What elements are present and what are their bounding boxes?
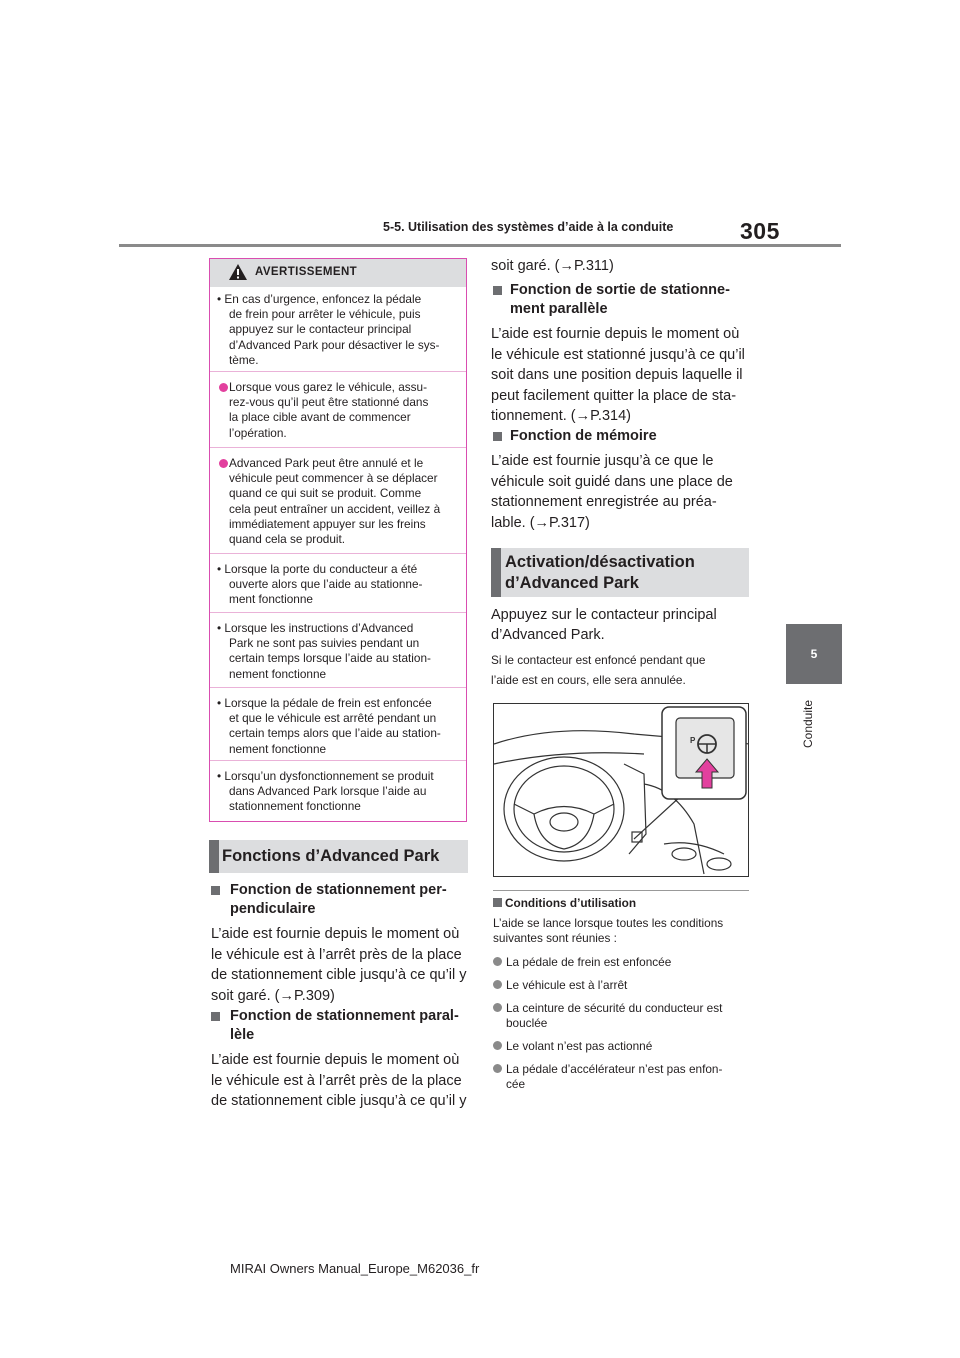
conditions-rule <box>493 890 749 891</box>
function-heading: Fonction de stationnement per- <box>230 882 447 898</box>
warning-separator <box>210 760 466 761</box>
function-heading: Fonction de stationnement paral- <box>230 1008 459 1024</box>
activation-note-1: Si le contacteur est enfoncé pendant que <box>491 653 706 667</box>
steering-wheel-switch-icon <box>494 704 749 877</box>
function-body: de stationnement cible jusqu’à ce qu’il y <box>211 967 467 983</box>
warning-item-line: immédiatement appuyer sur les freins <box>229 516 426 531</box>
function-body: le véhicule est à l’arrêt près de la place <box>211 1072 462 1089</box>
warning-item-line: • Lorsque la pédale de frein est enfoncée <box>217 696 432 710</box>
condition-bullet-icon <box>493 1003 502 1012</box>
warning-item-line: ouverte alors que l’aide au stationne- <box>229 577 423 592</box>
warning-separator <box>210 447 466 448</box>
warning-item-line: et que le véhicule est arrêté pendant un <box>229 711 437 726</box>
warning-item-line: Park ne sont pas suivies pendant un <box>229 636 420 651</box>
warning-item-line: l’opération. <box>229 425 287 440</box>
header-rule <box>119 244 841 247</box>
condition-item: La ceinture de sécurité du conducteur est <box>506 1001 723 1015</box>
function-heading: ment parallèle <box>510 301 608 317</box>
warning-item-line: • Lorsque les instructions d’Advanced <box>217 621 414 635</box>
function-body: le véhicule est stationné jusqu’à ce qu’il <box>491 346 745 363</box>
function-body: le véhicule est à l’arrêt près de la place <box>211 946 462 963</box>
warning-item-line: ment fonctionne <box>229 592 313 607</box>
function-body: de stationnement cible jusqu’à ce qu’il y <box>211 1093 467 1109</box>
function-body: soit dans une position depuis laquelle il <box>491 367 743 383</box>
warning-item-line: quand ce qui suit se produit. Comme <box>229 486 422 501</box>
warning-item-line: appuyez sur le contacteur principal <box>229 322 412 337</box>
condition-bullet-icon <box>493 980 502 989</box>
condition-item: La pédale de frein est enfoncée <box>506 955 672 969</box>
activation-note-2: l’aide est en cours, elle sera annulée. <box>491 673 686 687</box>
warning-item-line: • En cas d’urgence, enfoncez la pédale <box>217 292 422 306</box>
function-body: L’aide est fournie depuis le moment où <box>211 926 460 942</box>
condition-bullet-icon <box>493 1041 502 1050</box>
warning-item-line: stationnement fonctionne <box>229 799 361 814</box>
warning-separator <box>210 612 466 613</box>
pink-bullet-icon <box>219 459 228 468</box>
function-body: L’aide est fournie jusqu’à ce que le <box>491 453 714 469</box>
condition-bullet-icon <box>493 1064 502 1073</box>
warning-item-line: • Lorsqu’un dysfonctionnement se produit <box>217 769 434 783</box>
condition-item: bouclée <box>506 1016 548 1030</box>
function-square-icon <box>493 286 502 295</box>
conditions-intro-2: suivantes sont réunies : <box>493 931 617 945</box>
condition-item: Le volant n’est pas actionné <box>506 1039 653 1053</box>
function-square-icon <box>211 1012 220 1021</box>
conditions-square-icon <box>493 898 502 907</box>
warning-separator <box>210 687 466 688</box>
function-body: soit garé. (→P.309) <box>211 987 335 1004</box>
function-body: L’aide est fournie depuis le moment où <box>211 1052 460 1068</box>
warning-item-line: quand cela se produit. <box>229 532 346 546</box>
svg-text:P: P <box>690 736 696 745</box>
activation-body-2: d’Advanced Park. <box>491 627 605 643</box>
warning-item-line: dans Advanced Park lorsque l’aide au <box>229 784 427 799</box>
conditions-title: Conditions d’utilisation <box>505 896 637 910</box>
warning-item-line: Advanced Park peut être annulé et le <box>229 456 424 470</box>
function-body: stationnement enregistrée au préa- <box>491 494 717 510</box>
footer-text: MIRAI Owners Manual_Europe_M62036_fr <box>230 1261 480 1276</box>
function-body: L’aide est fournie depuis le moment où <box>491 326 740 342</box>
condition-bullet-icon <box>493 957 502 966</box>
warning-item-line: certain temps alors que l’aide au station- <box>229 726 441 741</box>
warning-item-line: certain temps lorsque l’aide au station- <box>229 651 431 666</box>
chapter-tab[interactable]: 5 <box>786 624 842 684</box>
section-header-bar <box>209 840 219 873</box>
function-square-icon <box>211 886 220 895</box>
activation-body-1: Appuyez sur le contacteur principal <box>491 607 717 623</box>
section-title: 5-5. Utilisation des systèmes d’aide à la conduite <box>383 220 674 234</box>
activation-header-bar <box>491 548 501 597</box>
continued-text: soit garé. (→P.311) <box>491 258 614 274</box>
warning-item-line: • Lorsque la porte du conducteur a été <box>217 562 418 576</box>
conditions-intro-1: L’aide se lance lorsque toutes les conditions <box>493 916 724 930</box>
condition-item: Le véhicule est à l’arrêt <box>506 978 628 992</box>
warning-item-line: cela peut entraîner un accident, veillez à <box>229 501 441 516</box>
warning-separator <box>210 553 466 554</box>
function-body: tionnement. (→P.314) <box>491 408 631 424</box>
warning-item-line: Lorsque vous garez le véhicule, assu- <box>229 380 428 394</box>
warning-item-line: nement fonctionne <box>229 666 327 681</box>
page-number: 305 <box>740 218 780 244</box>
function-heading: lèle <box>230 1027 255 1043</box>
activation-title-line-2: d’Advanced Park <box>505 574 639 592</box>
pink-bullet-icon <box>219 383 228 392</box>
dashboard-illustration <box>493 703 749 877</box>
condition-item: La pédale d’accélérateur n’est pas enfon- <box>506 1062 723 1076</box>
warning-item-line: tème. <box>229 352 259 367</box>
warning-item-line: rez-vous qu’il peut être stationné dans <box>229 395 429 410</box>
chapter-label: Conduite <box>801 699 815 749</box>
section-header-title: Fonctions d’Advanced Park <box>222 847 440 865</box>
function-heading: Fonction de mémoire <box>510 428 657 444</box>
function-body: lable. (→P.317) <box>491 514 590 531</box>
warning-item-line: de frein pour arrêter le véhicule, puis <box>229 307 421 322</box>
warning-item-line: d’Advanced Park pour désactiver le sys- <box>229 337 440 352</box>
condition-item: cée <box>506 1077 526 1091</box>
warning-item-line: nement fonctionne <box>229 741 327 756</box>
activation-title-line-1: Activation/désactivation <box>505 553 695 571</box>
warning-title: AVERTISSEMENT <box>255 266 358 278</box>
function-body: véhicule soit guidé dans une place de <box>491 473 733 490</box>
warning-item-line: véhicule peut commencer à se déplacer <box>229 471 438 486</box>
function-heading: Fonction de sortie de stationne- <box>510 282 730 298</box>
function-square-icon <box>493 432 502 441</box>
warning-separator <box>210 371 466 372</box>
warning-item-line: la place cible avant de commencer <box>229 410 411 425</box>
function-heading: pendiculaire <box>230 901 316 917</box>
warning-triangle-icon <box>228 263 248 281</box>
function-body: peut facilement quitter la place de sta- <box>491 387 737 404</box>
